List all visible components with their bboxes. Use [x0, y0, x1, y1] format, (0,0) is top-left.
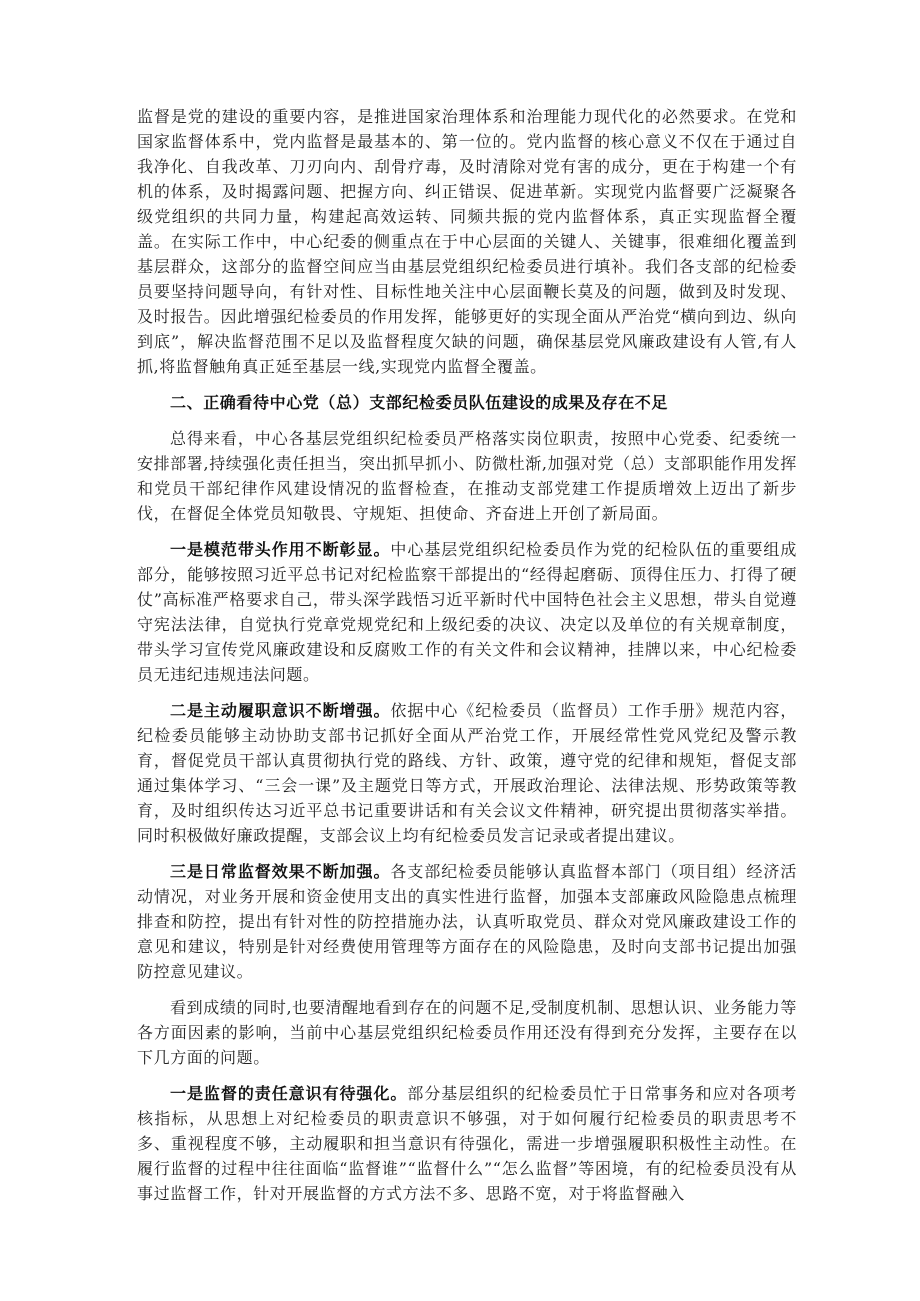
section-heading: 二、正确看待中心党（总）支部纪检委员队伍建设的成果及存在不足 — [170, 393, 669, 412]
paragraph-lead: 三是日常监督效果不断加强。 — [170, 862, 391, 881]
paragraph-lead: 一是监督的责任意识有待强化。 — [170, 1084, 408, 1103]
paragraph-text: 中心基层党组织纪检委员作为党的纪检队伍的重要组成部分，能够按照习近平总书记对纪检监察干部提出的“经得起磨砺、顶得住压力、打得了硬仗”高标准严格要求自己，带头深学践悟习近平新时代中国特色社会主义思想，带头自觉遵守宪法法律，自觉执行党章党规党纪和上级纪委的决议、决定以及单位的有关规章制度，带头学习宣传党风廉政建设和反腐败工作的有关文件和会议精神，挂牌以来，中心纪检委员无违纪违规违法问题。 — [137, 540, 797, 684]
paragraph-text: 总得来看，中心各基层党组织纪检委员严格落实岗位职责，按照中心党委、纪委统一安排部署,持续强化责任担当，突出抓早抓小、防微杜渐,加强对党（总）支部职能作用发挥和党员干部纪律作风建设情况的监督检查，在推动支部党建工作提质增效上迈出了新步伐，在督促全体党员知敬畏、守规矩、担使命、齐奋进上开创了新局面。 — [137, 429, 797, 523]
paragraph-lead: 二是主动履职意识不断增强。 — [170, 701, 391, 720]
paragraph-lead: 一是模范带头作用不断彰显。 — [170, 540, 391, 559]
paragraph-text: 各支部纪检委员能够认真监督本部门（项目组）经济活动情况，对业务开展和资金使用支出的真实性进行监督，加强本支部廉政风险隐患点梳理排查和防控，提出有针对性的防控措施办法，认真听取党员、群众对党风廉政建设工作的意见和建议，特别是针对经费使用管理等方面存在的风险隐患，及时向支部书记提出加强防控意见建议。 — [137, 862, 797, 981]
paragraph-text: 监督是党的建设的重要内容，是推进国家治理体系和治理能力现代化的必然要求。在党和国家监督体系中，党内监督是最基本的、第一位的。党内监督的核心意义不仅在于通过自我净化、自我改革、刀刃向内、刮骨疗毒，及时清除对党有害的成分，更在于构建一个有机的体系，及时揭露问题、把握方向、纠正错误、促进革新。实现党内监督要广泛凝聚各级党组织的共同力量，构建起高效运转、同频共振的党内监督体系，真正实现监督全覆盖。在实际工作中，中心纪委的侧重点在于中心层面的关键人、关键事，很难细化覆盖到基层群众，这部分的监督空间应当由基层党组织纪检委员进行填补。我们各支部的纪检委员要坚持问题导向，有针对性、目标性地关注中心层面鞭长莫及的问题，做到及时发现、及时报告。因此增强纪检委员的作用发挥，能够更好的实现全面从严治党“横向到边、纵向到底”，解决监督范围不足以及监督程度欠缺的问题，确保基层党风廉政建设有人管,有人抓,将监督触角真正延至基层一线,实现党内监督全覆盖。 — [137, 107, 797, 376]
problems-intro-paragraph — [137, 995, 797, 1070]
achievement-paragraph-1 — [137, 537, 797, 687]
achievement-paragraph-3 — [137, 859, 797, 984]
problem-paragraph-1 — [137, 1081, 797, 1206]
paragraph-text: 依据中心《纪检委员（监督员）工作手册》规范内容，纪检委员能够主动协助支部书记抓好全面从严治党工作，开展经常性党风党纪及警示教育，督促党员干部认真贯彻执行党的路线、方针、政策，遵守党的纪律和规矩，督促支部通过集体学习、“三会一课”及主题党日等方式，开展政治理论、法律法规、形势政策等教育，及时组织传达习近平总书记重要讲话和有关会议文件精神，研究提出贯彻落实举措。同时积极做好廉政提醒，支部会议上均有纪检委员发言记录或者提出建议。 — [137, 701, 797, 845]
document-page — [137, 104, 797, 1217]
paragraph-text: 部分基层组织的纪检委员忙于日常事务和应对各项考核指标，从思想上对纪检委员的职责意识不够强，对于如何履行纪检委员的职责思考不多、重视程度不够，主动履职和担当意识有待强化，需进一步增强履职积极性主动性。在履行监督的过程中往往面临“监督谁”“监督什么”“怎么监督”等困境，有的纪检委员没有从事过监督工作，针对开展监督的方式方法不多、思路不宽，对于将监督融入 — [137, 1084, 797, 1203]
summary-paragraph — [137, 426, 797, 526]
achievement-paragraph-2 — [137, 698, 797, 848]
paragraph-text: 看到成绩的同时,也要清醒地看到存在的问题不足,受制度机制、思想认识、业务能力等各方面因素的影响，当前中心基层党组织纪检委员作用还没有得到充分发挥，主要存在以下几方面的问题。 — [137, 998, 797, 1067]
intro-paragraph — [137, 104, 797, 379]
